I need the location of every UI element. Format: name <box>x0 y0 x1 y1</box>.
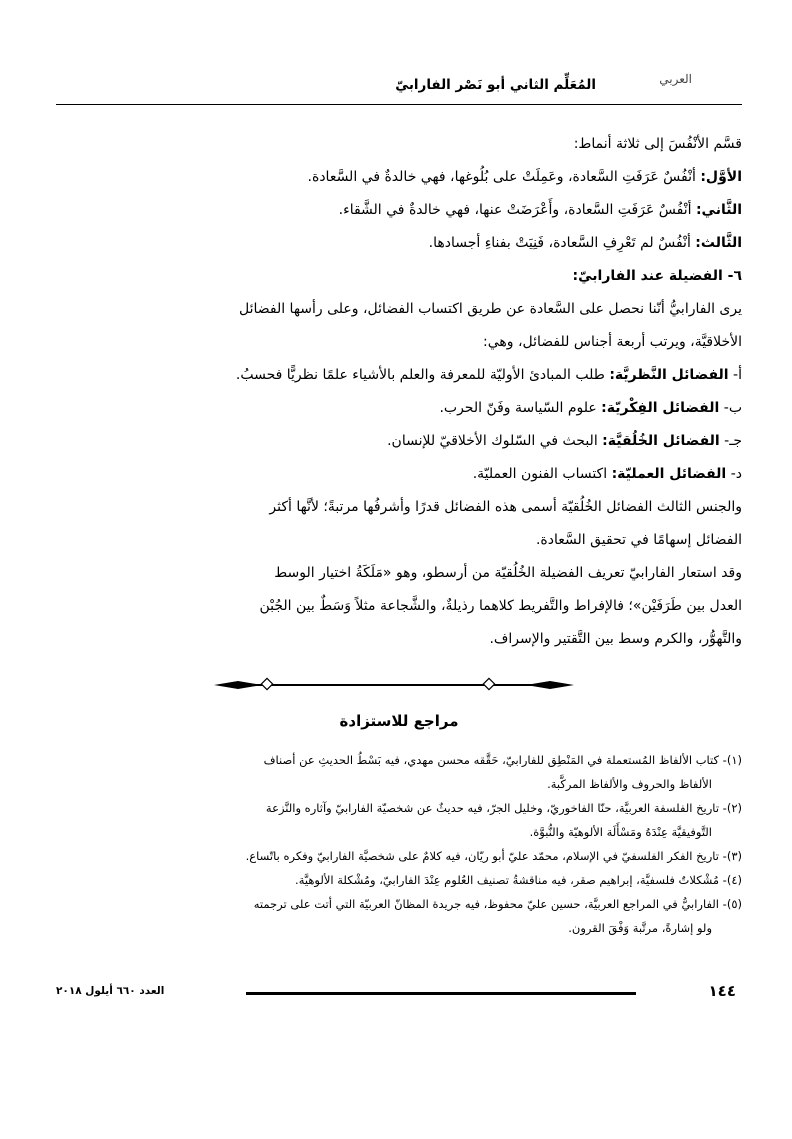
article-body <box>56 128 742 656</box>
paragraph: وقد استعار الفارابيّ تعريف الفضيلة الخُلُقيّة من أرسطو، وهو «مَلَكَةُ اختيار الوسط <box>274 565 742 581</box>
header-rule <box>56 104 742 105</box>
term-label: الثَّالث: <box>695 235 742 251</box>
reference-number: (٢)- <box>722 801 742 815</box>
reference-item: (٥)- الفارابيُّ في المراجع العربيَّة، حسين عليّ محفوظ، فيه جريدة المظانّ العربيّة التي أتت على ترجمته ولو إشارةً، مرتَّبة وَفْقَ القرون. <box>253 897 742 935</box>
running-header-title: المُعَلِّم الثاني أبو نَصْر الفارابيّ <box>395 77 596 93</box>
reference-item: (١)- كتاب الألفاظ المُستعملة في المَنْطِق للفارابيّ، حَقَّقه محسن مهدي، فيه بَسْطُ الحديثِ عن أصناف الألفاظ والحروف والألفاظ المركَّبة. <box>263 753 742 791</box>
reference-item: (٣)- تاريخ الفكر الفلسفيّ في الإسلام، محمّد عليّ أبو ريّان، فيه كلامٌ على شخصيَّة الفارابيّ وفكره باتّساع. <box>245 849 742 863</box>
paragraph: الأوَّل: أنْفُسٌ عَرَفَتِ السَّعادة، وعَمِلَتْ على بُلُوغها، فهي خالدةٌ في السَّعادة. <box>307 169 742 185</box>
ornament-diamond-left <box>261 678 272 689</box>
ornament-right-tip <box>526 681 574 689</box>
term-label: الفضائل الخُلُقيَّة: <box>602 433 720 449</box>
term-label: الفضائل الفِكْريّة: <box>601 400 720 416</box>
footer-rule <box>246 992 636 995</box>
term-label: الثَّاني: <box>695 202 742 218</box>
magazine-logo: العربي <box>659 72 692 86</box>
list-item: أ- الفضائل النَّظريَّة: طلب المبادئ الأوليّة للمعرفة والعلم بالأشياء علمًا نظريًّا فحسبُ. <box>235 367 742 383</box>
reference-number: (١)- <box>722 753 742 767</box>
paragraph: الأخلاقيَّة، ويرتب أربعة أجناس للفضائل، وهي: <box>483 334 742 350</box>
reference-number: (٤)- <box>722 873 742 887</box>
ornament-divider <box>214 671 574 699</box>
issue-label: العدد ٦٦٠ أيلول ٢٠١٨ <box>56 985 165 997</box>
references-title: مراجع للاستزادة <box>339 712 459 730</box>
reference-item: (٢)- تاريخ الفلسفة العربيَّة، حنّا الفاخوريّ، وخليل الجرّ، فيه حديثٌ عن شخصيّة الفارابيّ وآثاره والنَّزعة التَّوفيقيَّة عِنْدَهُ ومَسْأَلَة الألوهيّة والنُّبوَّة. <box>265 801 742 839</box>
page-number: ١٤٤ <box>708 982 736 1000</box>
paragraph: يرى الفارابيُّ أنّنا نحصل على السَّعادة عن طريق اكتساب الفضائل، وعلى رأسها الفضائل <box>238 301 742 317</box>
term-label: الفضائل العمليّة: <box>611 466 727 482</box>
paragraph: والجنس الثالث الفضائل الخُلُقيّة أسمى هذه الفضائل قدرًا وأشرفُها مرتبةً؛ لأنَّها أكثر <box>269 499 742 515</box>
references-list <box>56 748 742 940</box>
list-item: د- الفضائل العمليّة: اكتساب الفنون العمليّة. <box>472 466 742 482</box>
paragraph: قسَّم الأنْفُسَ إلى ثلاثة أنماط: <box>573 136 742 152</box>
reference-item: (٤)- مُشْكلاتٌ فلسفيَّة، إبراهيم صقر، فيه مناقشةُ تصنيف العُلوم عِنْدَ الفارابيّ، ومُشْكلة الألوهيَّة. <box>295 873 742 887</box>
paragraph: العدل بين طَرَفَيْن»؛ فالإفراط والتَّفريط كلاهما رذيلةٌ، والشَّجاعة مثلاً وَسَطٌ بين الجُبْن <box>259 598 742 614</box>
paragraph: والتَّهوُّر، والكرم وسط بين التَّقتير والإسراف. <box>489 631 742 647</box>
paragraph: الفضائل إسهامًا في تحقيق السَّعادة. <box>535 532 742 548</box>
paragraph: الثَّالث: أنْفُسٌ لم تَعْرِفِ السَّعادة، فَنِيَتْ بفناءِ أجسادها. <box>428 235 742 251</box>
reference-number: (٣)- <box>722 849 742 863</box>
reference-number: (٥)- <box>722 897 742 911</box>
list-item: جـ- الفضائل الخُلُقيَّة: البحث في السّلوك الأخلاقيّ للإنسان. <box>387 433 742 449</box>
section-heading: ٦- الفضيلة عند الفارابيّ: <box>572 268 742 284</box>
paragraph: الثَّاني: أنْفُسٌ عَرَفَتِ السَّعادة، وأَعْرَضَتْ عنها، فهي خالدةٌ في الشَّقاء. <box>338 202 742 218</box>
term-label: الفضائل النَّظريَّة: <box>609 367 729 383</box>
term-label: الأوَّل: <box>700 169 742 185</box>
list-item: ب- الفضائل الفِكْريّة: علوم السّياسة وفَنّ الحرب. <box>439 400 742 416</box>
ornament-diamond-right <box>483 678 494 689</box>
